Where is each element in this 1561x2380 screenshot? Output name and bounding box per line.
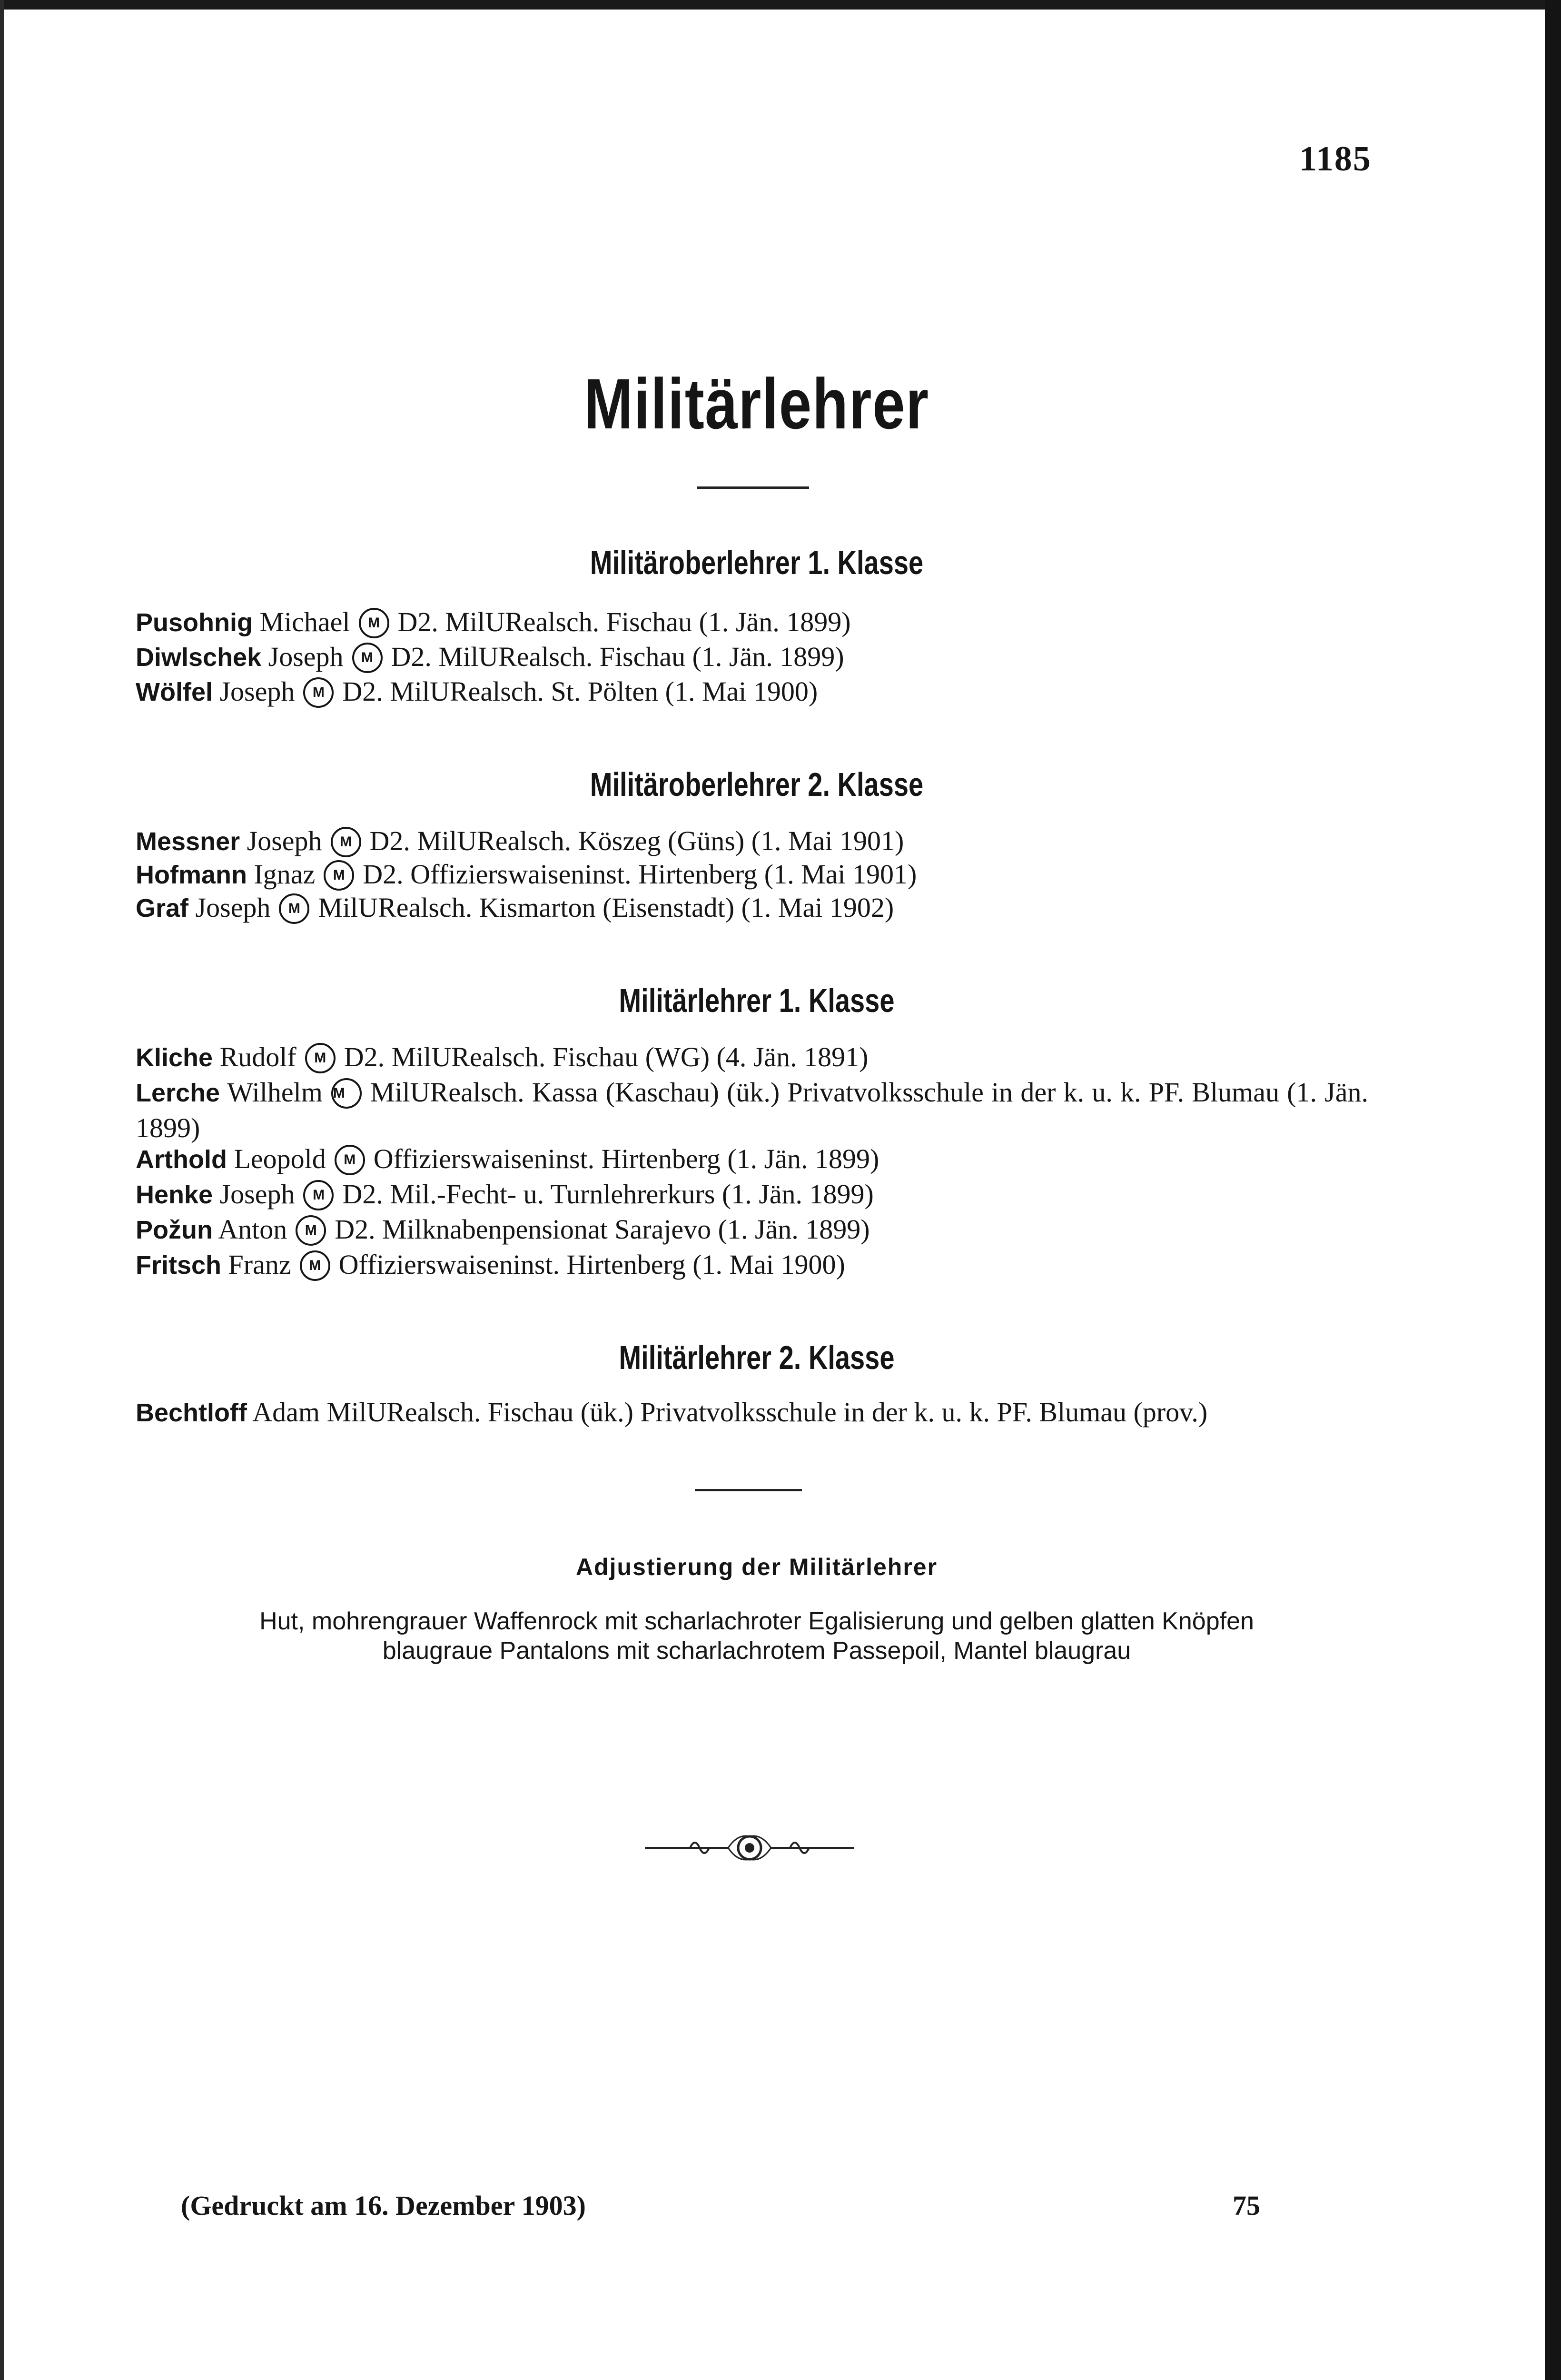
m-mark-icon: M [324,860,354,891]
entry-details: D2. MilURealsch. Fischau (WG) (4. Jän. 1891) [344,1041,869,1072]
entry-details: MilURealsch. Kismarton (Eisenstadt) (1. Mai 1902) [318,892,894,923]
given-name: Joseph [219,676,295,707]
list-item [136,674,818,710]
surname: Bechtloff [136,1398,247,1427]
entry-details: Offizierswaiseninst. Hirtenberg (1. Jän. 1899) [373,1143,879,1174]
given-name: Joseph [219,1179,295,1210]
surname: Hofmann [136,861,247,889]
entry-details: D2. MilURealsch. Köszeg (Güns) (1. Mai 1901) [369,825,904,856]
list-item [136,1212,870,1248]
adjustment-line-1: Hut, mohrengrauer Waffenrock mit scharlachroter Egalisierung und gelben glatten Knöpfen [259,1607,1254,1635]
section-heading-oberlehrer-1: Militäroberlehrer 1. Klasse [590,544,924,581]
list-item [136,823,904,859]
entry-details: D2. Offizierswaiseninst. Hirtenberg (1. Mai 1901) [363,859,917,890]
title-divider [697,486,809,489]
ornament-divider-icon [645,1829,854,1867]
given-name: Joseph [268,641,344,672]
given-name: Anton [218,1214,287,1245]
list-item [136,1141,879,1177]
m-mark-icon: M [335,1145,365,1175]
given-name: Ignaz [254,859,316,890]
surname: Fritsch [136,1251,222,1279]
list-item [136,1040,869,1075]
scan-border-right [1545,0,1561,2380]
list-item [136,1395,1368,1430]
list-item [136,605,851,640]
page-title: Militärlehrer [584,364,929,444]
given-name: Franz [228,1249,291,1280]
given-name: Rudolf [219,1041,296,1072]
entry-details: D2. MilURealsch. Fischau (1. Jän. 1899) [397,606,851,637]
surname: Diwlschek [136,643,262,672]
surname: Kliche [136,1043,213,1072]
page-number: 1185 [1299,139,1372,178]
entry-details: D2. Milknabenpensionat Sarajevo (1. Jän. 1899) [335,1214,870,1245]
list-item [136,1075,1368,1146]
given-name: Adam [252,1397,320,1428]
list-item [136,639,844,675]
given-name: Michael [259,606,350,637]
adjustment-heading: Adjustierung der Militärlehrer [575,1554,938,1580]
surname: Arthold [136,1145,227,1174]
section-heading-lehrer-1: Militärlehrer 1. Klasse [619,982,895,1019]
m-mark-icon: M [305,1043,336,1073]
entry-details: MilURealsch. Kassa (Kaschau) (ük.) Privatvolksschule in der k. u. k. PF. Blumau (1. Jän. 1899) [136,1077,1368,1143]
print-date-note: (Gedruckt am 16. Dezember 1903) [181,2190,586,2221]
m-mark-icon: M [279,893,309,924]
given-name: Joseph [195,892,271,923]
surname: Požun [136,1216,213,1244]
list-item [136,857,917,892]
m-mark-icon: M [359,608,389,638]
m-mark-icon: M [331,827,361,857]
given-name: Leopold [234,1143,326,1174]
surname: Henke [136,1180,213,1209]
entry-details: D2. MilURealsch. St. Pölten (1. Mai 1900) [342,676,818,707]
sheet-number: 75 [1233,2190,1260,2221]
adjustment-line-2: blaugraue Pantalons mit scharlachrotem Passepoil, Mantel blaugrau [382,1637,1131,1665]
m-mark-icon: M [300,1250,330,1281]
section-heading-oberlehrer-2: Militäroberlehrer 2. Klasse [590,766,924,803]
entry-details: MilURealsch. Fischau (ük.) Privatvolksschule in der k. u. k. PF. Blumau (prov.) [326,1397,1208,1428]
m-mark-icon: M [352,643,383,673]
surname: Graf [136,894,189,922]
m-mark-icon: M [303,677,334,708]
entry-details: D2. Mil.-Fecht- u. Turnlehrerkurs (1. Jän. 1899) [342,1179,874,1210]
scan-border-top [0,0,1561,10]
list-item [136,890,894,926]
section-divider [695,1489,802,1491]
m-mark-icon: M [303,1180,334,1210]
entry-details: D2. MilURealsch. Fischau (1. Jän. 1899) [391,641,844,672]
m-mark-icon: M [331,1078,362,1109]
surname: Pusohnig [136,608,253,637]
surname: Messner [136,827,240,856]
surname: Wölfel [136,678,213,706]
given-name: Wilhelm [227,1077,323,1108]
section-heading-lehrer-2: Militärlehrer 2. Klasse [619,1339,895,1376]
given-name: Joseph [247,825,322,856]
surname: Lerche [136,1079,220,1107]
scan-border-left [0,0,4,2380]
m-mark-icon: M [296,1215,326,1246]
entry-details: Offizierswaiseninst. Hirtenberg (1. Mai 1900) [338,1249,845,1280]
list-item [136,1177,874,1212]
list-item [136,1247,845,1283]
